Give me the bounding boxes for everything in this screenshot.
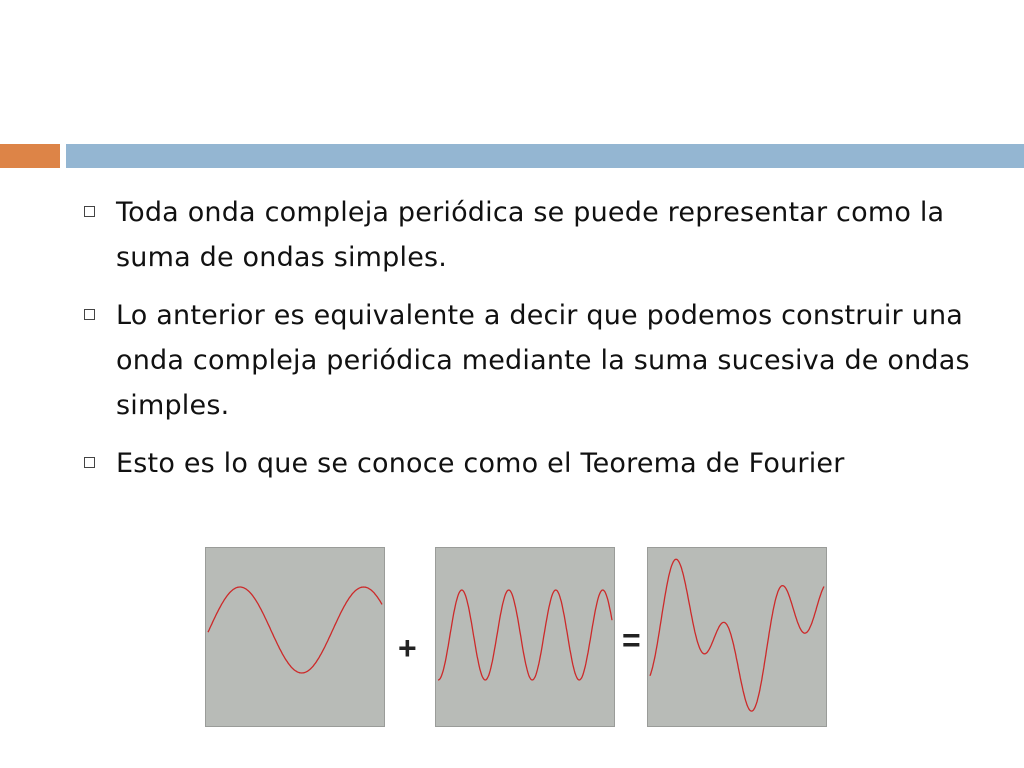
square-bullet-icon: [84, 206, 95, 217]
accent-bar-orange: [0, 144, 60, 168]
plus-sign: +: [398, 630, 417, 666]
bullet-list: [76, 190, 976, 499]
complex-sum-wave: [650, 559, 824, 711]
square-bullet-icon: [84, 309, 95, 320]
high-frequency-sine-wave: [438, 590, 612, 680]
bullet-item: [76, 190, 976, 280]
square-bullet-icon: [84, 457, 95, 468]
equals-sign: =: [622, 622, 641, 658]
complex-wave-panel: [647, 547, 827, 727]
simple-wave-panel-1: [205, 547, 385, 727]
bullet-item: [76, 441, 976, 486]
bullet-text: Lo anterior es equivalente a decir que podemos construir una onda compleja periódica mediante la suma sucesiva de ondas simples.: [116, 300, 970, 421]
bullet-item: [76, 293, 976, 428]
bullet-text: Toda onda compleja periódica se puede representar como la suma de ondas simples.: [116, 197, 945, 273]
accent-bar-blue: [66, 144, 1024, 168]
bullet-text: Esto es lo que se conoce como el Teorema de Fourier: [116, 448, 845, 479]
low-frequency-sine-wave: [208, 587, 382, 673]
simple-wave-panel-2: [435, 547, 615, 727]
